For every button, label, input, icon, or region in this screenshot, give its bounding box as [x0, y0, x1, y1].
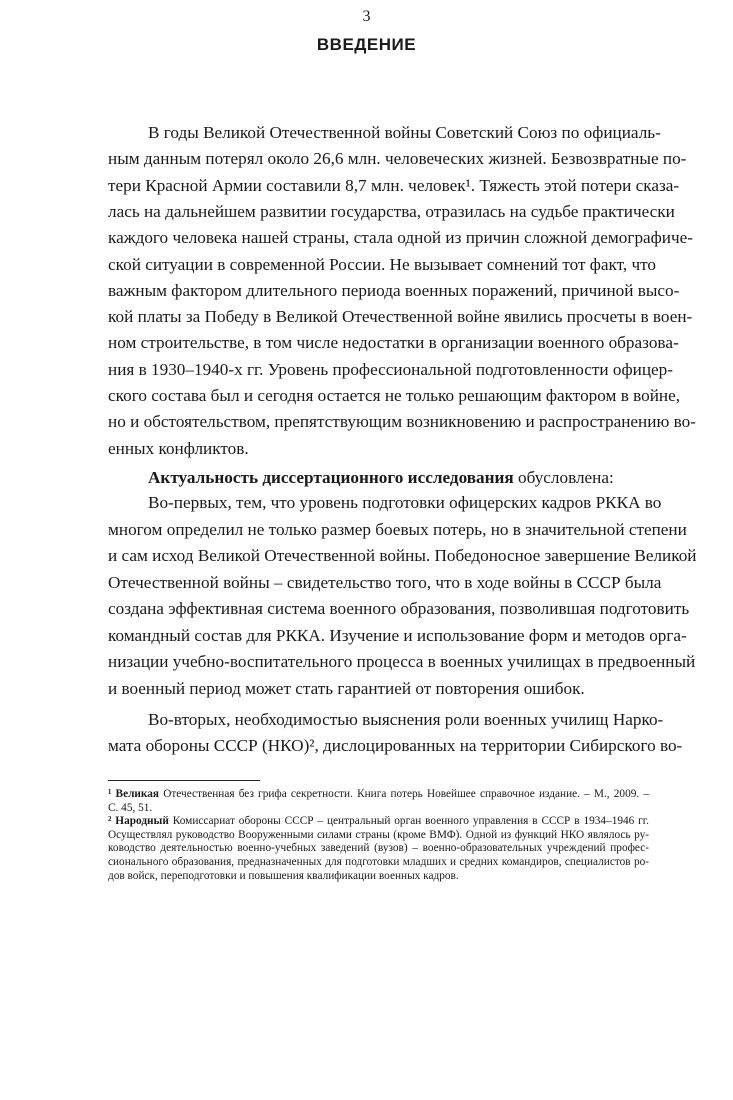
line-text: дов войск, переподготовки и повышения квалификации военных кадров. — [108, 869, 459, 882]
line-text: Во-первых, тем, что уровень подготовки офицерских кадров РККА во — [148, 493, 662, 512]
text-line — [108, 201, 675, 222]
line-text: лась на дальнейшем развитии государства, отразилась на судьбе практически — [108, 201, 675, 221]
line-text: ской ситуации в современной России. Не вызывает сомнений тот факт, что — [108, 254, 657, 274]
text-line — [108, 519, 687, 540]
text-line — [108, 679, 649, 699]
bold-term: ² Народный — [108, 815, 169, 828]
text-line — [108, 546, 697, 566]
line-text: важным фактором длительного периода военных поражений, причиной высо- — [108, 280, 680, 300]
line-text: многом определил не только размер боевых потерь, но в значительной степени — [108, 519, 687, 539]
footnote-line — [108, 829, 649, 842]
text-line — [108, 439, 649, 459]
footnote-line — [108, 870, 649, 883]
line-text: Осуществлял руководство Вооруженными силами страны (кроме ВМФ). Одной из функций НКО являлось ру- — [108, 828, 649, 841]
text-line — [108, 307, 693, 327]
section-title: ВВЕДЕНИЕ — [316, 35, 417, 54]
text-line — [108, 652, 696, 672]
text-line — [108, 254, 657, 275]
footnote-line — [108, 788, 649, 801]
text-line — [108, 333, 679, 353]
footnote-line — [108, 842, 649, 855]
footnote-divider — [108, 780, 260, 781]
bold-term: ¹ Великая — [108, 788, 160, 800]
line-text: ского состава был и сегодня остается не только решающим фактором в войне, — [108, 386, 681, 405]
line-text: ководство деятельностью военно-учебных заведений (вузов) – военно-образовательных учреждений профес- — [108, 842, 649, 855]
footnote-line — [108, 856, 649, 869]
line-text: ном строительстве, в том числе недостатки в организации военного образова- — [108, 333, 679, 353]
line-text: каждого человека нашей страны, стала одной из причин сложной демографиче- — [108, 228, 693, 248]
line-text: создана эффективная система военного образования, позволившая подготовить — [108, 599, 690, 618]
line-text: тери Красной Армии составили 8,7 млн. человек¹. Тяжесть этой потери сказа- — [108, 175, 680, 195]
text-line — [108, 736, 683, 756]
line-text: Отечественной войны – свидетельство того, что в ходе войны в СССР была — [108, 572, 662, 592]
text-line — [108, 280, 680, 301]
page-number: 3 — [362, 8, 371, 25]
line-text: и сам исход Великой Отечественной войны. Победоносное завершение Великой — [108, 546, 697, 565]
text-line — [148, 123, 661, 143]
line-text: С. 45, 51. — [108, 801, 153, 814]
footnote-line — [108, 802, 649, 815]
line-text: командный состав для РККА. Изучение и использование форм и методов орга- — [108, 625, 687, 645]
text-line — [108, 386, 681, 406]
line-text: В годы Великой Отечественной войны Советский Союз по официаль- — [148, 123, 661, 142]
line-text: мата обороны СССР (НКО)², дислоцированных на территории Сибирского во- — [108, 736, 683, 755]
line-text: ния в 1930–1940-х гг. Уровень профессиональной подготовленности офицер- — [108, 359, 673, 379]
text-line — [108, 149, 687, 169]
footnote-line — [108, 815, 649, 828]
text-line — [148, 710, 664, 730]
text-line — [148, 468, 649, 488]
text-line — [148, 493, 662, 513]
text-line — [108, 572, 662, 593]
line-text: Во-вторых, необходимостью выяснения роли военных училищ Нарко- — [148, 710, 664, 729]
line-text: но и обстоятельством, препятствующим возникновению и распространению во- — [108, 412, 696, 432]
line-text: сионального образования, предназначенных для подготовки младших и средних командиров, специалистов ро- — [108, 856, 649, 868]
line-text: кой платы за Победу в Великой Отечественной войне явились просчеты в воен- — [108, 307, 693, 327]
text-line — [108, 599, 690, 619]
text-line — [108, 359, 673, 380]
text-line — [108, 412, 696, 432]
text-line — [108, 625, 687, 646]
line-text: Комиссариат обороны СССР – центральный орган военного управления в СССР в 1934–1946 гг. — [168, 815, 649, 828]
line-text: Отечественная без грифа секретности. Книга потерь Новейшее справочное издание. – М., 2009. – — [159, 788, 649, 800]
line-text: и военный период может стать гарантией от повторения ошибок. — [108, 678, 585, 698]
line-text: низации учебно-воспитательного процесса в военных училищах в предвоенный — [108, 652, 696, 671]
line-text: енных конфликтов. — [108, 438, 249, 458]
text-line — [108, 175, 680, 196]
bold-term: Актуальность диссертационного исследования — [148, 468, 514, 487]
line-text: обусловлена: — [513, 468, 614, 487]
text-line — [108, 228, 693, 248]
line-text: ным данным потерял около 26,6 млн. человеческих жизней. Безвозвратные по- — [108, 149, 687, 169]
